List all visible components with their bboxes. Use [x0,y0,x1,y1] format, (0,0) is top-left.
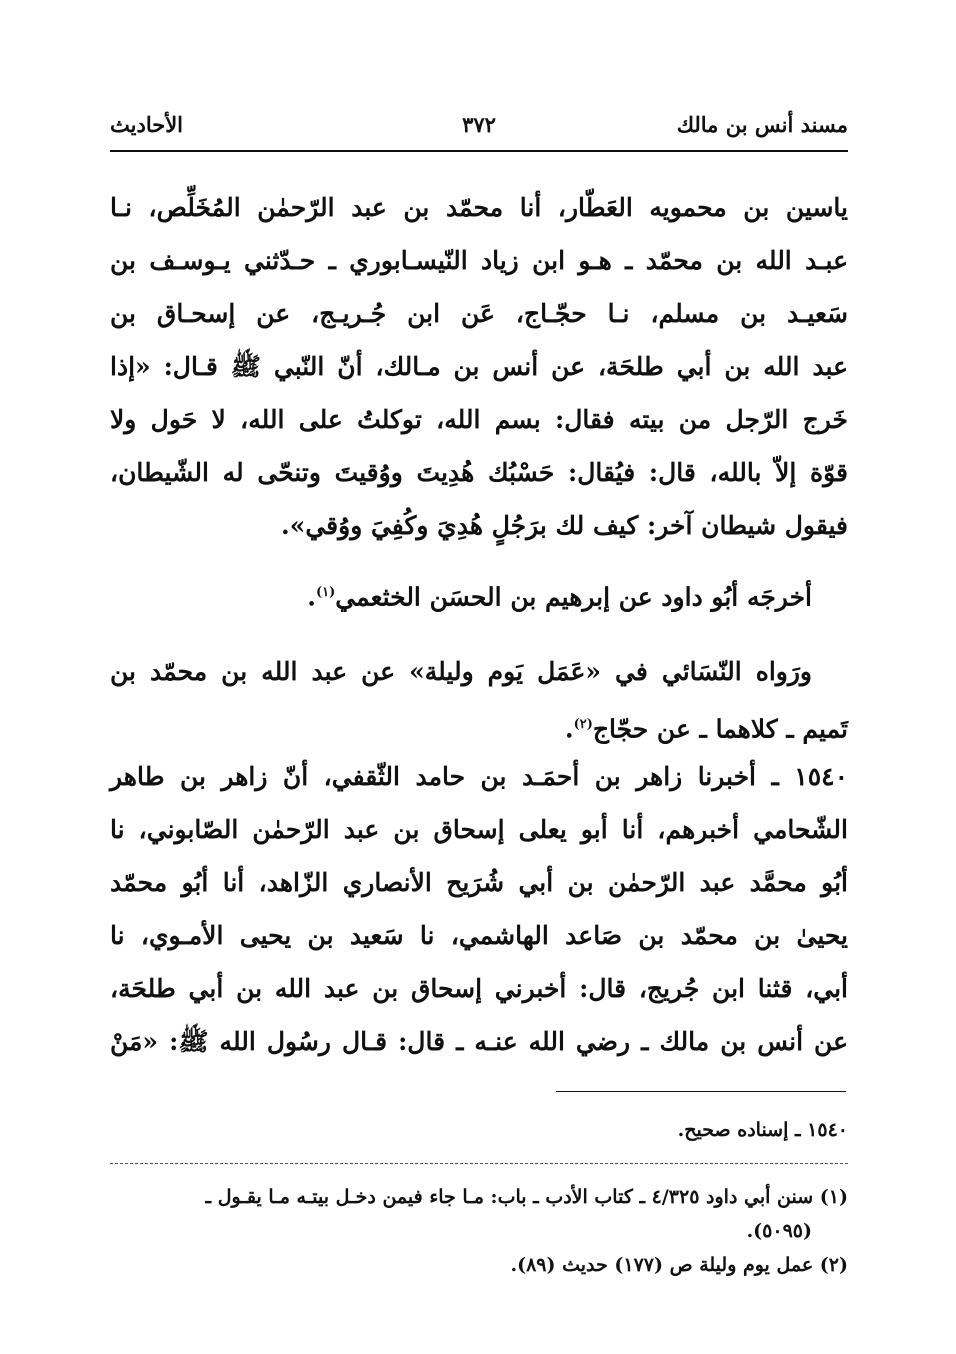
text-line: يحيىٰ بن محمّد بن صَاعد الهاشمي، نا سَعيد بن يحيى الأمـوي، نا [110,921,848,950]
footnote-1: (١) سنن أبي داود ٤/٣٢٥ ـ كتاب الأدب ـ باب: مـا جاء فيمن دخـل بيتـه مـا يقـول ـ [205,1186,848,1208]
footnote-2: (٢) عمل يوم وليلة ص (١٧٧) حديث (٨٩). [510,1254,848,1276]
text-line: أبي، قثنا ابن جُريج، قال: أخبرني إسحاق بن عبد الله بن أبي طلحَة، [110,974,848,1003]
text-line: عبد الله بن أبي طلحَة، عن أنس بن مـالك، أنّ النّبي ﷺ قـال: «إذا [110,352,848,381]
text-line: الشّحامي أخبرهم، أنا أبو يعلى إسحاق بن عبد الرّحمٰن الصّابوني، نا [110,815,848,844]
text-line: أبُو محمَّد عبد الرّحمٰن بن أبي شُرَيح الأنصاري الزّاهد، أنا أبُو محمّد [110,868,848,897]
text-line: ورَواه النّسَائي في «عَمَل يَوم وليلة» عن عبد الله بن محمّد بن [110,657,812,686]
grade-line: ١٥٤٠ ـ إسناده صحيح. [677,1119,848,1141]
text-line: عبـد الله بن محمّد ـ هـو ابن زياد النّيسـابوري ـ حـدّثني يـوسـف بن [110,246,848,275]
header-rule [110,150,848,152]
text-line: فيقول شيطان آخر: كيف لك برَجُلٍ هُدِيَ وكُفِيَ ووُقي». [281,511,848,540]
header-section-title: الأحاديث [110,112,184,137]
page-number: ٣٧٢ [462,112,496,137]
text-line: خَرج الرّجل من بيته فقال: بسم الله، توكلتُ على الله، لا حَول ولا [110,405,848,434]
header-book-title: مسند أنس بن مالك [676,112,848,137]
footnote-ref: (٢) [573,717,593,732]
hadith-1540-paragraph [110,750,848,1068]
hadith-grade-note [110,1113,848,1147]
riwaya-text: تَميم ـ كلاهما ـ عن حجّاج [592,714,848,744]
text-line: ياسين بن محمويه العَطّار، أنا محمّد بن عبد الرّحمٰن المُخَلِّص، نـا [110,193,848,222]
text-line: عن أنس بن مالك ـ رضي الله عنـه ـ قال: قـال رسُول الله ﷺ: «مَنْ [110,1027,848,1056]
footnote-1-continued: (٥٠٩٥). [746,1220,812,1242]
hadith-text-paragraph [110,181,848,552]
text-line: سَعيـد بن مسلم، نـا حجّـاج، عَن ابن جُـريـج، عن إسحـاق بن [110,299,848,328]
takhrij-paragraph [110,566,848,619]
footnote-separator [556,1091,846,1092]
footnotes-list [110,1180,848,1282]
text-line [110,566,848,619]
takhrij-text: أخرجَه أبُو داود عن إبرهيم بن الحسَن الخثعمي [335,582,812,612]
text-line [110,698,848,751]
sentence-end: . [564,714,574,744]
running-header [110,112,848,148]
footnote-dashed-separator [110,1163,848,1164]
text-line: قوّة إلاّ بالله، قال: فيُقال: حَسْبُك هُدِيتَ ووُقيتَ وتنحّى له الشّيطان، [110,458,848,487]
sentence-end: . [307,582,316,612]
text-line: ١٥٤٠ ـ أخبرنا زاهر بن أحمَـد بن حامد الثّقفي، أنّ زاهر بن طاهر [110,762,848,791]
riwaya-paragraph [110,645,848,751]
footnote-ref: (١) [315,585,336,600]
